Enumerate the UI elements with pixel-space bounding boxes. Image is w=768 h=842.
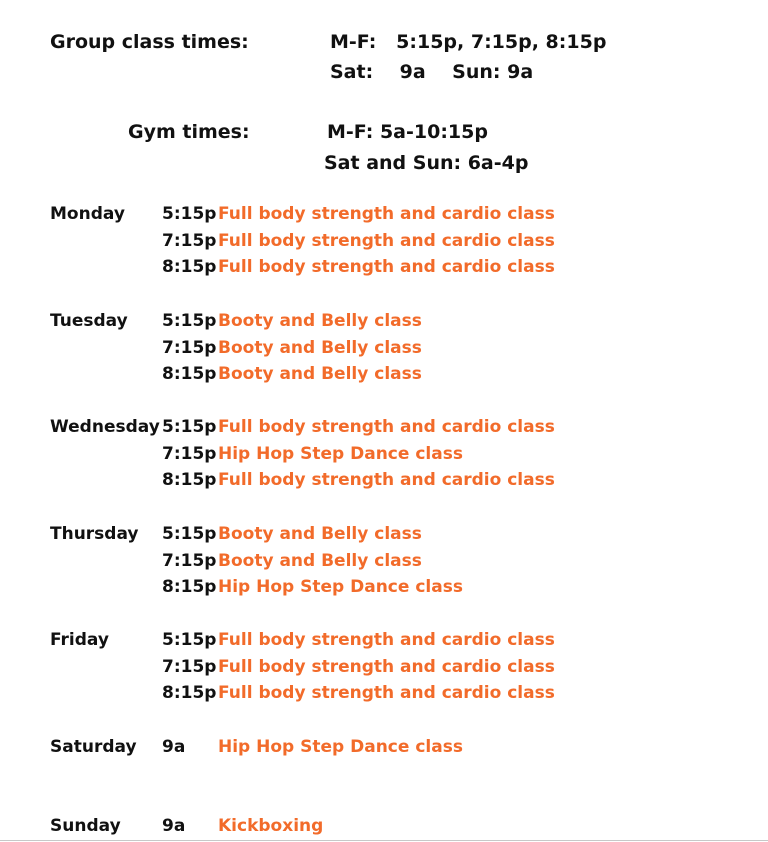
day-label: Tuesday (50, 311, 128, 331)
session-class-name: Booty and Belly class (218, 524, 422, 544)
session-time: 5:15p (162, 311, 217, 331)
day-label: Wednesday (50, 417, 160, 437)
session-time: 7:15p (162, 230, 217, 251)
session-time: 9a (162, 816, 186, 836)
session-class-name: Full body strength and cardio class (218, 656, 555, 677)
session-class-name: Full body strength and cardio class (218, 630, 555, 650)
session-class-name: Full body strength and cardio class (218, 257, 555, 277)
session-class-name: Booty and Belly class (218, 337, 422, 358)
gym-times-label: Gym times: (128, 121, 250, 143)
session-class-name: Booty and Belly class (218, 311, 422, 331)
session-class-name: Hip Hop Step Dance class (218, 577, 463, 597)
session-class-name: Full body strength and cardio class (218, 683, 555, 703)
day-label: Monday (50, 204, 125, 224)
day-label: Friday (50, 630, 109, 650)
session-time: 8:15p (162, 577, 217, 597)
session-time: 5:15p (162, 204, 217, 224)
day-label: Sunday (50, 816, 121, 836)
session-class-name: Full body strength and cardio class (218, 230, 555, 251)
page-divider (0, 840, 768, 841)
session-time: 7:15p (162, 443, 217, 464)
session-time: 5:15p (162, 417, 217, 437)
session-time: 7:15p (162, 337, 217, 358)
gym-weekend-hours: Sat and Sun: 6a-4p (324, 152, 529, 174)
session-class-name: Hip Hop Step Dance class (218, 737, 463, 757)
session-class-name: Full body strength and cardio class (218, 417, 555, 437)
group-class-times-label: Group class times: (50, 31, 249, 53)
session-time: 7:15p (162, 550, 217, 571)
session-class-name: Full body strength and cardio class (218, 470, 555, 490)
session-time: 5:15p (162, 630, 217, 650)
session-class-name: Kickboxing (218, 816, 324, 836)
session-time: 8:15p (162, 364, 217, 384)
session-time: 5:15p (162, 524, 217, 544)
gym-weekday-hours: M-F: 5a-10:15p (327, 121, 488, 143)
day-label: Thursday (50, 524, 139, 544)
session-class-name: Full body strength and cardio class (218, 204, 555, 224)
session-class-name: Booty and Belly class (218, 550, 422, 571)
session-time: 8:15p (162, 470, 217, 490)
session-class-name: Booty and Belly class (218, 364, 422, 384)
session-time: 9a (162, 737, 186, 757)
day-label: Saturday (50, 737, 137, 757)
group-class-weekday-times: M-F: 5:15p, 7:15p, 8:15p (330, 31, 607, 53)
group-class-weekend-times: Sat: 9a Sun: 9a (330, 61, 534, 83)
session-time: 7:15p (162, 656, 217, 677)
session-time: 8:15p (162, 257, 217, 277)
session-class-name: Hip Hop Step Dance class (218, 443, 463, 464)
session-time: 8:15p (162, 683, 217, 703)
